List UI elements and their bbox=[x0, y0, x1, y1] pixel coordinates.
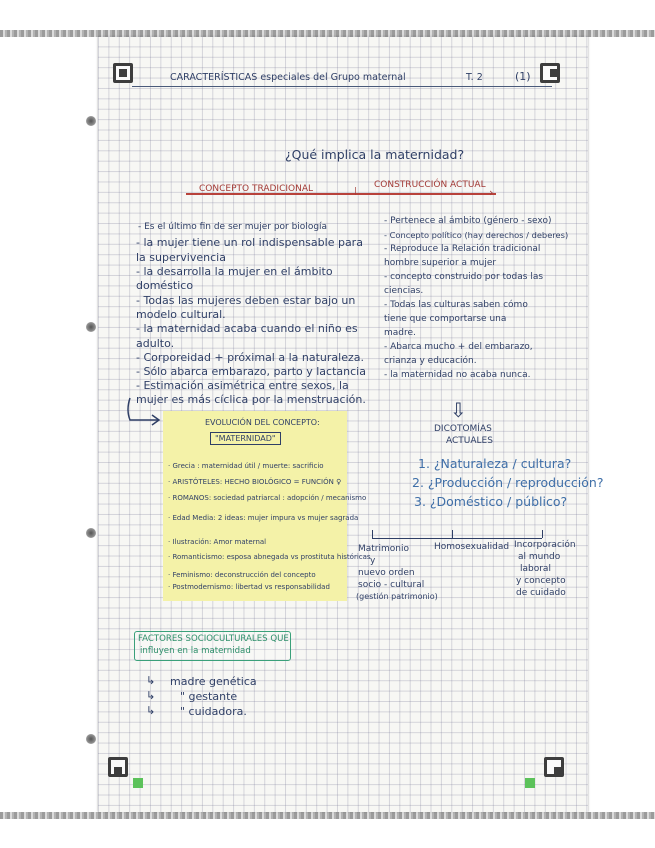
factor-item: madre genética bbox=[170, 675, 257, 688]
header-topic: T. 2 bbox=[466, 72, 483, 83]
list-item: 3. ¿Doméstico / público? bbox=[414, 494, 568, 509]
list-item: - Abarca mucho + del embarazo, bbox=[384, 342, 533, 352]
green-marker bbox=[525, 778, 535, 788]
factors-title-2: influyen en la maternidad bbox=[140, 646, 251, 656]
branch-text: nuevo orden bbox=[358, 568, 415, 578]
spiral-binding-top bbox=[0, 30, 655, 37]
list-item: - Es el último fin de ser mujer por biología bbox=[138, 222, 328, 232]
list-item: · Grecia : maternidad útil / muerte: sacrificio bbox=[168, 462, 324, 470]
branch-tick bbox=[542, 530, 543, 538]
list-item: - la maternidad acaba cuando el niño es bbox=[136, 322, 358, 335]
list-item: - la desarrolla la mujer en el ámbito bbox=[136, 265, 333, 278]
branch-text: Incorporación bbox=[514, 540, 576, 550]
list-item: - Sólo abarca embarazo, parto y lactancia bbox=[136, 365, 366, 378]
branch-line bbox=[372, 538, 542, 539]
list-item: - Pertenece al ámbito (género - sexo) bbox=[384, 216, 552, 226]
list-item: - la mujer tiene un rol indispensable para bbox=[136, 236, 363, 249]
dichotomies-heading-2: ACTUALES bbox=[446, 436, 493, 446]
factor-item: " cuidadora. bbox=[180, 705, 247, 718]
header-rule bbox=[132, 86, 552, 87]
punch-hole bbox=[86, 734, 96, 744]
list-item: ciencias. bbox=[384, 286, 424, 296]
list-item: - Reproduce la Relación tradicional bbox=[384, 244, 541, 254]
branch-text: y concepto bbox=[516, 576, 566, 586]
factors-title: FACTORES SOCIOCULTURALES QUE bbox=[138, 634, 289, 644]
corner-marker-icon bbox=[540, 63, 560, 83]
corner-marker-icon bbox=[544, 757, 564, 777]
list-item: doméstico bbox=[136, 279, 194, 292]
list-item: · ROMANOS: sociedad patriarcal : adopción / mecanismo bbox=[168, 494, 367, 502]
list-item: hombre superior a mujer bbox=[384, 258, 497, 268]
dichotomies-heading: DICOTOMÍAS bbox=[434, 424, 492, 434]
header-page-number: (1) bbox=[515, 70, 531, 83]
list-item: mujer es más cíclica por la menstruación. bbox=[136, 393, 366, 406]
branch-text: de cuidado bbox=[516, 588, 566, 598]
punch-hole bbox=[86, 116, 96, 126]
list-item: · Edad Media: 2 ideas: mujer impura vs mujer sagrada bbox=[168, 514, 359, 522]
branch-text: laboral bbox=[520, 564, 551, 574]
branch-tick bbox=[372, 530, 373, 538]
list-item: modelo cultural. bbox=[136, 308, 226, 321]
branch-text: y bbox=[370, 556, 376, 566]
list-item: - Todas las culturas saben cómo bbox=[384, 300, 528, 310]
corner-marker-icon bbox=[113, 63, 133, 83]
list-item: 1. ¿Naturaleza / cultura? bbox=[418, 456, 572, 471]
sticky-title: EVOLUCIÓN DEL CONCEPTO: bbox=[205, 418, 320, 427]
list-item: · Romanticismo: esposa abnegada vs prostituta históricas bbox=[168, 553, 371, 561]
branch-text: socio - cultural bbox=[358, 580, 425, 590]
punch-hole bbox=[86, 322, 96, 332]
down-arrow-icon: ⇩ bbox=[450, 398, 467, 422]
arrow-right-icon: ↳ bbox=[146, 689, 156, 702]
factor-item: " gestante bbox=[180, 690, 238, 703]
list-item: · Ilustración: Amor maternal bbox=[168, 538, 267, 546]
branch-text: (gestión patrimonio) bbox=[356, 592, 438, 601]
list-item: la supervivencia bbox=[136, 251, 226, 264]
header-title: CARACTERÍSTICAS especiales del Grupo maternal bbox=[170, 72, 406, 83]
list-item: · Postmodernismo: libertad vs responsabilidad bbox=[168, 583, 330, 591]
spiral-binding-bottom bbox=[0, 812, 655, 819]
branch-tick bbox=[452, 530, 453, 538]
list-item: tiene que comportarse una bbox=[384, 314, 507, 324]
corner-marker-icon bbox=[108, 757, 128, 777]
heading-current: CONSTRUCCIÓN ACTUAL bbox=[374, 180, 486, 190]
list-item: adulto. bbox=[136, 337, 175, 350]
list-item: madre. bbox=[384, 328, 416, 338]
list-item: - Estimación asimétrica entre sexos, la bbox=[136, 379, 349, 392]
punch-hole bbox=[86, 528, 96, 538]
list-item: - Concepto político (hay derechos / deberes) bbox=[384, 230, 569, 240]
arrow-right-icon: ↳ bbox=[146, 674, 156, 687]
branch-text: Matrimonio bbox=[358, 544, 409, 554]
list-item: - Todas las mujeres deben estar bajo un bbox=[136, 294, 356, 307]
list-item: - la maternidad no acaba nunca. bbox=[384, 370, 531, 380]
list-item: · ARISTÓTELES: HECHO BIOLÓGICO = FUNCIÓN ♀ bbox=[168, 478, 342, 486]
arrow-right-icon: › bbox=[489, 186, 494, 199]
list-item: crianza y educación. bbox=[384, 356, 477, 366]
list-item: 2. ¿Producción / reproducción? bbox=[412, 475, 604, 490]
branch-text: al mundo bbox=[518, 552, 561, 562]
main-question: ¿Qué implica la maternidad? bbox=[285, 147, 465, 162]
list-item: - Corporeidad + próximal a la naturaleza. bbox=[136, 351, 364, 364]
sticky-boxed-term: "MATERNIDAD" bbox=[210, 432, 281, 445]
green-marker bbox=[133, 778, 143, 788]
branch-text: Homosexualidad bbox=[434, 542, 510, 552]
heading-traditional: CONCEPTO TRADICIONAL bbox=[199, 184, 313, 194]
list-item: - concepto construido por todas las bbox=[384, 272, 544, 282]
divider-mark: | bbox=[354, 186, 357, 195]
list-item: · Feminismo: deconstrucción del concepto bbox=[168, 571, 316, 579]
arrow-right-icon: ↳ bbox=[146, 704, 156, 717]
